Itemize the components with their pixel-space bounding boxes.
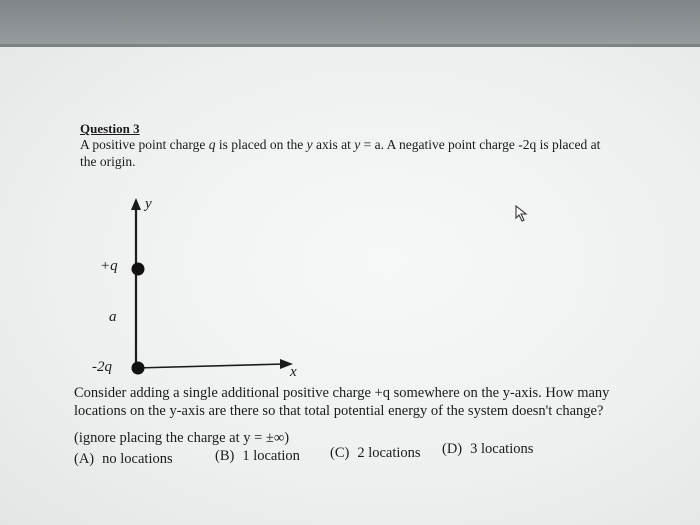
option-text: 1 location [242, 448, 300, 464]
question-text-line-2: the origin. [80, 154, 136, 169]
question-title: Question 3 [80, 121, 140, 136]
answer-option-a[interactable] [74, 451, 173, 468]
distance-a-label: a [109, 309, 117, 325]
option-letter: (C) [330, 445, 350, 461]
x-axis-line [136, 364, 284, 368]
body-text-line-2: locations on the y-axis are there so that total potential energy of the system doesn't change? [74, 403, 604, 419]
charge-plus-q-dot [132, 263, 145, 276]
answer-option-b[interactable] [215, 448, 300, 465]
option-letter: (D) [442, 441, 463, 457]
option-text: no locations [102, 451, 173, 467]
question-text-line-1: A positive point charge q is placed on the y axis at y = a. A negative point charge -2q is placed at [80, 137, 601, 152]
body-text-line-3: (ignore placing the charge at y = ±∞) [74, 430, 290, 446]
option-text: 3 locations [470, 441, 534, 457]
y-axis-arrowhead [131, 198, 141, 210]
option-letter: (A) [74, 451, 95, 467]
option-letter: (B) [215, 448, 235, 464]
answer-option-d[interactable] [442, 441, 533, 458]
y-axis-label: y [145, 196, 152, 212]
charge-plus-q-label: +q [100, 258, 118, 274]
charge-minus-2q-label: -2q [92, 359, 112, 375]
charge-minus-2q-dot [132, 362, 145, 375]
option-text: 2 locations [357, 445, 421, 461]
mouse-pointer-icon [515, 205, 529, 223]
x-axis-label: x [290, 364, 297, 380]
answer-option-c[interactable] [330, 445, 421, 462]
body-text-line-1: Consider adding a single additional positive charge +q somewhere on the y-axis. How many [74, 385, 610, 401]
